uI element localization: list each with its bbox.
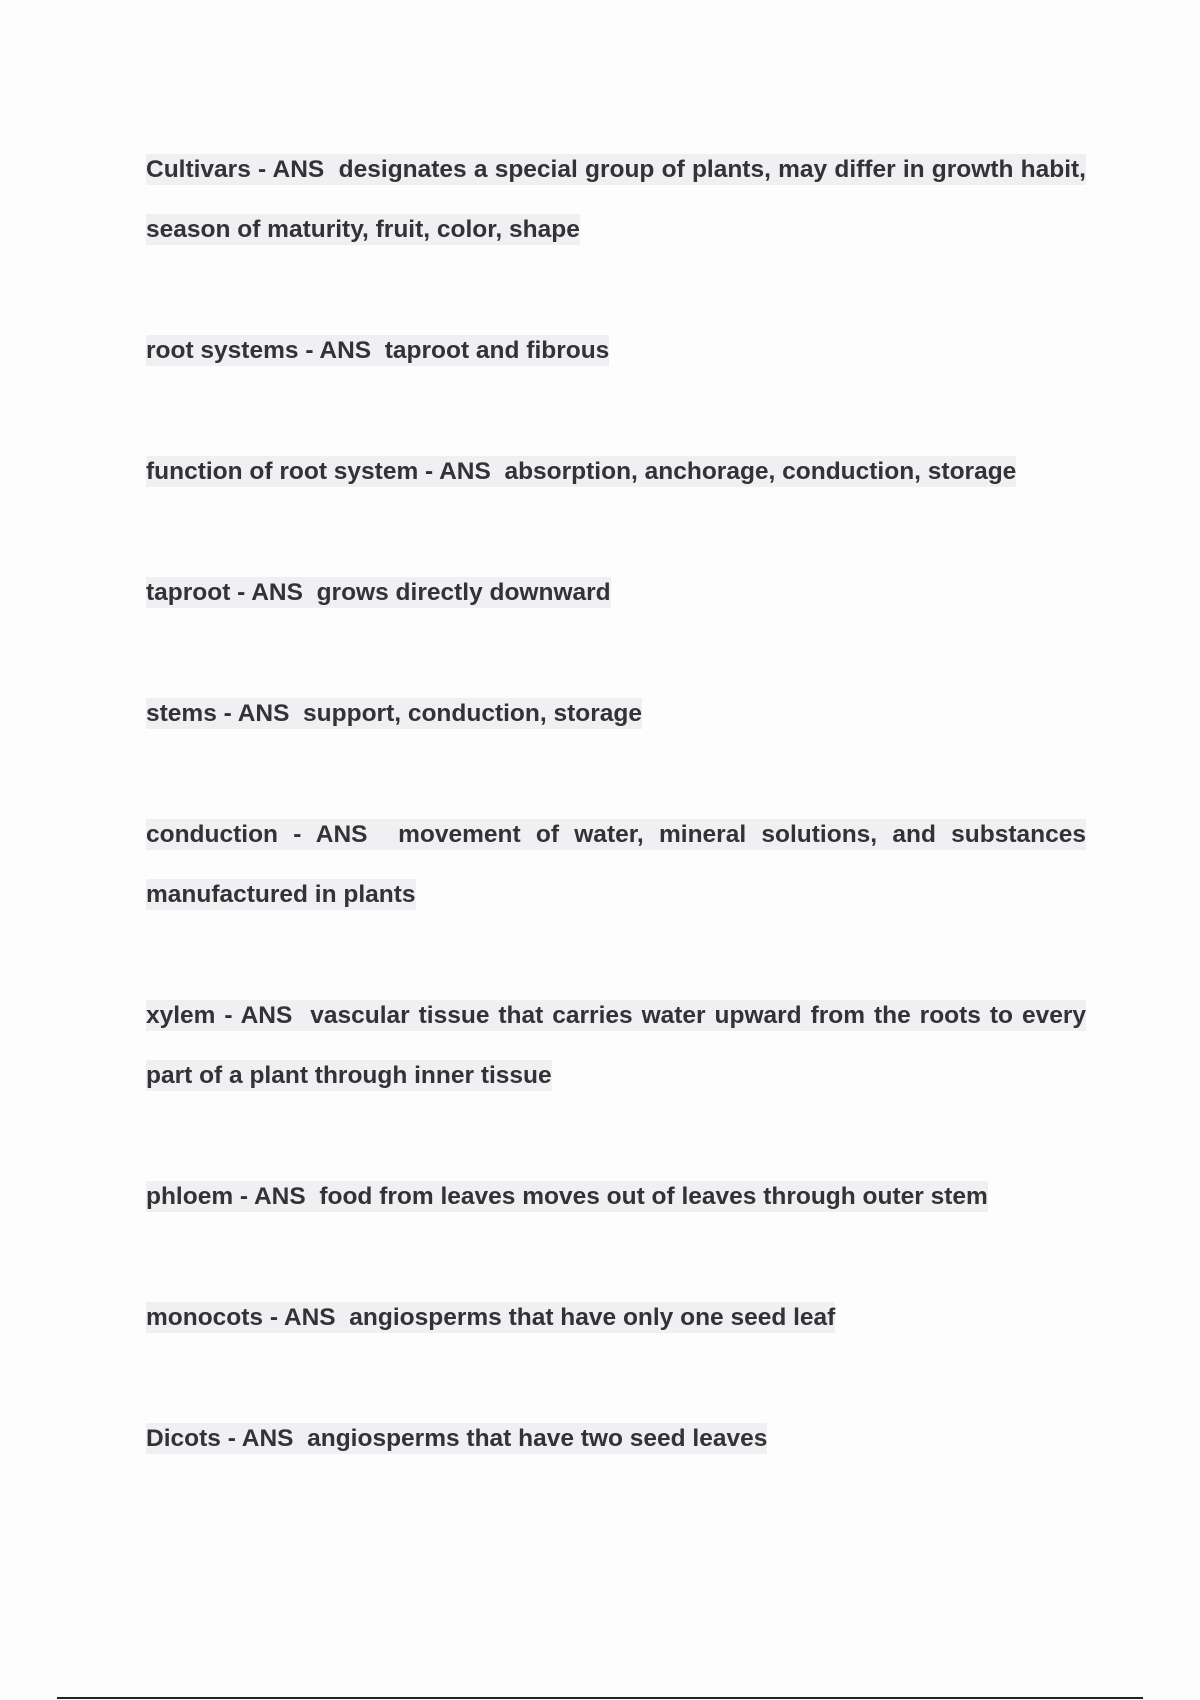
entry-separator: - ANS bbox=[278, 821, 399, 848]
entry-term: function of root system bbox=[146, 458, 419, 485]
entry-term: conduction bbox=[146, 821, 279, 848]
entry-gap bbox=[146, 1106, 1086, 1167]
entry-separator: - ANS bbox=[418, 458, 505, 485]
flashcard-entry bbox=[146, 442, 1086, 502]
flashcard-entry bbox=[146, 1167, 1086, 1227]
entry-term: phloem bbox=[146, 1183, 234, 1210]
flashcard-entry bbox=[146, 986, 1086, 1106]
flashcard-entry bbox=[146, 321, 1086, 381]
entry-definition: grows directly downward bbox=[316, 579, 611, 606]
entry-term: taproot bbox=[146, 579, 231, 606]
entry-term: monocots bbox=[146, 1304, 264, 1331]
entry-gap bbox=[146, 260, 1086, 321]
footer-divider bbox=[57, 1697, 1143, 1699]
entry-gap bbox=[146, 925, 1086, 986]
entry-gap bbox=[146, 1227, 1086, 1288]
entry-gap bbox=[146, 623, 1086, 684]
flashcard-entry bbox=[146, 684, 1086, 744]
entry-gap bbox=[146, 1348, 1086, 1409]
flashcard-entry bbox=[146, 563, 1086, 623]
entry-term: Dicots bbox=[146, 1425, 221, 1452]
entry-gap bbox=[146, 744, 1086, 805]
entry-term: Cultivars bbox=[146, 156, 251, 183]
entry-gap bbox=[146, 381, 1086, 442]
entry-definition: angiosperms that have only one seed leaf bbox=[349, 1304, 836, 1331]
entry-separator: - ANS bbox=[298, 337, 385, 364]
entry-definition: food from leaves moves out of leaves through outer stem bbox=[319, 1183, 988, 1210]
entry-separator: - ANS bbox=[263, 1304, 350, 1331]
entry-separator: - ANS bbox=[230, 579, 317, 606]
flashcard-entry bbox=[146, 1409, 1086, 1469]
entry-definition: support, conduction, storage bbox=[303, 700, 642, 727]
entry-definition: absorption, anchorage, conduction, storage bbox=[504, 458, 1017, 485]
flashcard-entry bbox=[146, 140, 1086, 260]
entry-separator: - ANS bbox=[233, 1183, 320, 1210]
entry-definition: vascular tissue that carries water upward from the roots to every part of a plant through inner tissue bbox=[146, 1002, 1086, 1089]
entry-definition: angiosperms that have two seed leaves bbox=[307, 1425, 768, 1452]
flashcard-list bbox=[146, 140, 1086, 1469]
entry-separator: - ANS bbox=[220, 1425, 308, 1452]
entry-separator: - ANS bbox=[215, 1002, 311, 1029]
entry-separator: - ANS bbox=[250, 156, 339, 183]
flashcard-entry bbox=[146, 1288, 1086, 1348]
entry-definition: taproot and fibrous bbox=[384, 337, 610, 364]
entry-definition: designates a special group of plants, may differ in growth habit, season of maturity, fruit, color, shape bbox=[146, 156, 1086, 243]
entry-term: xylem bbox=[146, 1002, 216, 1029]
entry-gap bbox=[146, 502, 1086, 563]
entry-term: stems bbox=[146, 700, 217, 727]
flashcard-entry bbox=[146, 805, 1086, 925]
entry-definition: movement of water, mineral solutions, and substances manufactured in plants bbox=[146, 821, 1086, 908]
entry-separator: - ANS bbox=[216, 700, 304, 727]
entry-term: root systems bbox=[146, 337, 299, 364]
